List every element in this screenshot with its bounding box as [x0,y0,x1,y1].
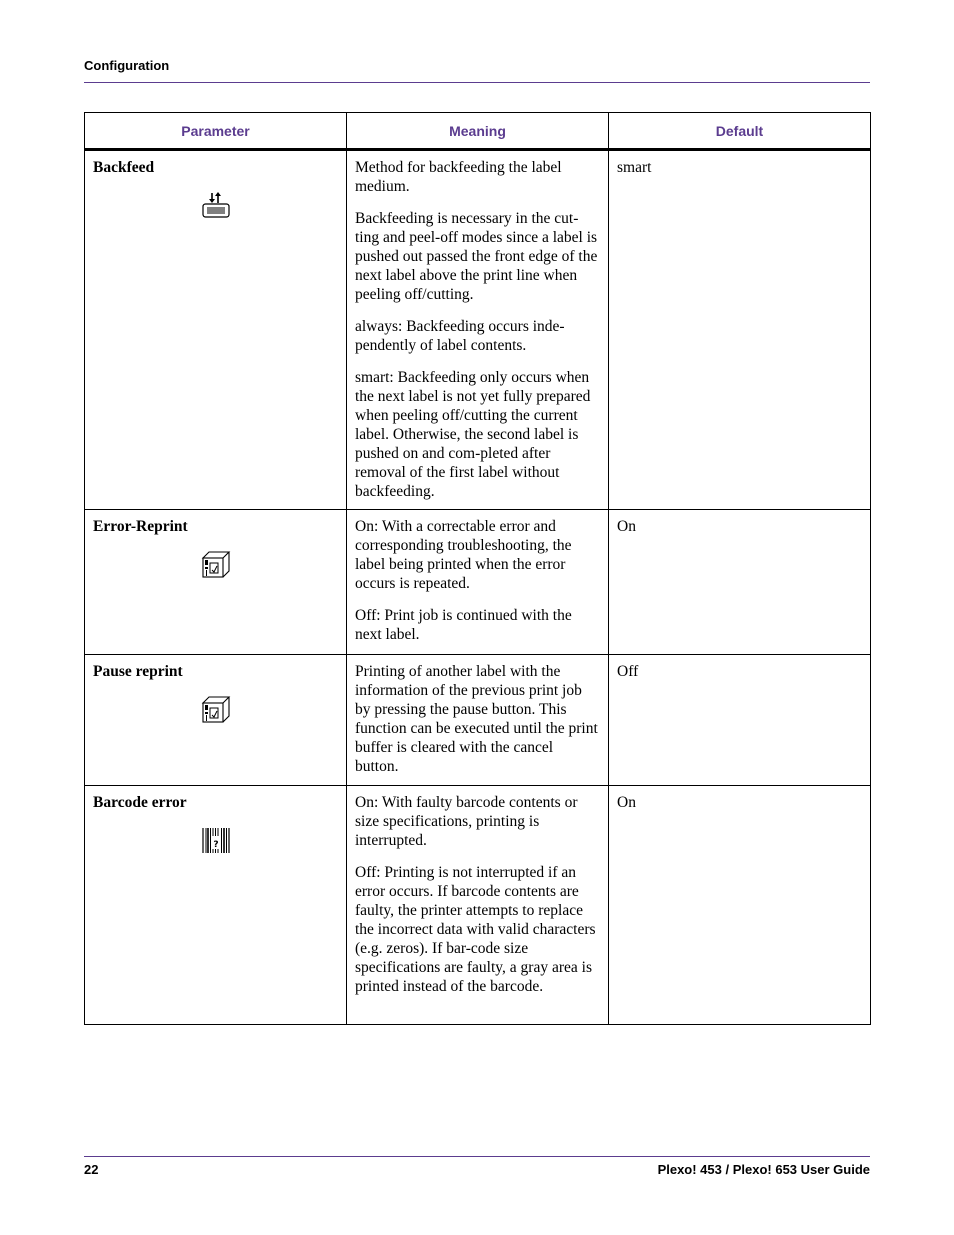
meaning-paragraph: On: With faulty barcode contents or size specifications, printing is interrupted. [355,794,578,849]
meaning-paragraph: always: Backfeeding occurs inde-pendently of label contents. [355,318,565,354]
parameter-name: Pause reprint [93,663,183,680]
column-header-meaning: Meaning [347,113,609,150]
meaning-cell [347,655,609,786]
printer-reprint-icon [200,695,232,725]
meaning-paragraph: smart: Backfeeding only occurs when the next label is not yet fully prepared when peeling off/cutting the current label. Otherwise, the second label is pushed on and com-pleted after removal of the first label without backfeeding. [355,369,591,500]
header-divider [84,82,870,83]
parameter-name: Error-Reprint [93,518,188,535]
parameter-cell [85,655,347,786]
meaning-paragraph: Backfeeding is necessary in the cut-ting and peel-off modes since a label is pushed out passed the front edge of the next label above the print line when peeling off/cutting. [355,210,598,303]
barcode-error-icon [200,826,232,856]
meaning-paragraph: Method for backfeeding the label medium. [355,159,562,195]
parameter-cell [85,786,347,1025]
svg-text:?: ? [212,840,219,850]
default-cell: On [609,510,871,655]
default-cell: On [609,786,871,1025]
footer-divider [84,1156,870,1157]
default-cell: smart [609,150,871,510]
column-header-default: Default [609,113,871,150]
meaning-cell [347,786,609,1025]
printer-reprint-icon [200,550,232,580]
section-header: Configuration [84,58,170,73]
meaning-paragraph: Printing of another label with the information of the previous print job by pressing the pause button. This function can be executed until the print buffer is cleared with the cancel button. [355,663,598,775]
meaning-paragraph: Off: Printing is not interrupted if an error occurs. If barcode contents are faulty, the printer attempts to replace the incorrect data with valid characters (e.g. zeros). If bar-code size specifications are faulty, a gray area is printed instead of the barcode. [355,864,596,995]
page-number: 22 [84,1162,99,1177]
parameter-cell [85,150,347,510]
backfeed-icon [201,191,231,221]
meaning-paragraph: On: With a correctable error and corresponding troubleshooting, the label being printed when the error occurs is repeated. [355,518,572,592]
parameter-cell [85,510,347,655]
column-header-parameter: Parameter [85,113,347,150]
parameter-name: Barcode error [93,794,187,811]
table-header-row [85,113,871,150]
table-row [85,150,871,510]
default-cell: Off [609,655,871,786]
table-row [85,510,871,655]
parameter-name: Backfeed [93,159,155,176]
table-row [85,655,871,786]
parameter-table [84,112,871,1025]
guide-title: Plexo! 453 / Plexo! 653 User Guide [657,1162,870,1177]
meaning-cell [347,150,609,510]
meaning-cell [347,510,609,655]
meaning-paragraph: Off: Print job is continued with the next label. [355,607,572,643]
table-row [85,786,871,1025]
